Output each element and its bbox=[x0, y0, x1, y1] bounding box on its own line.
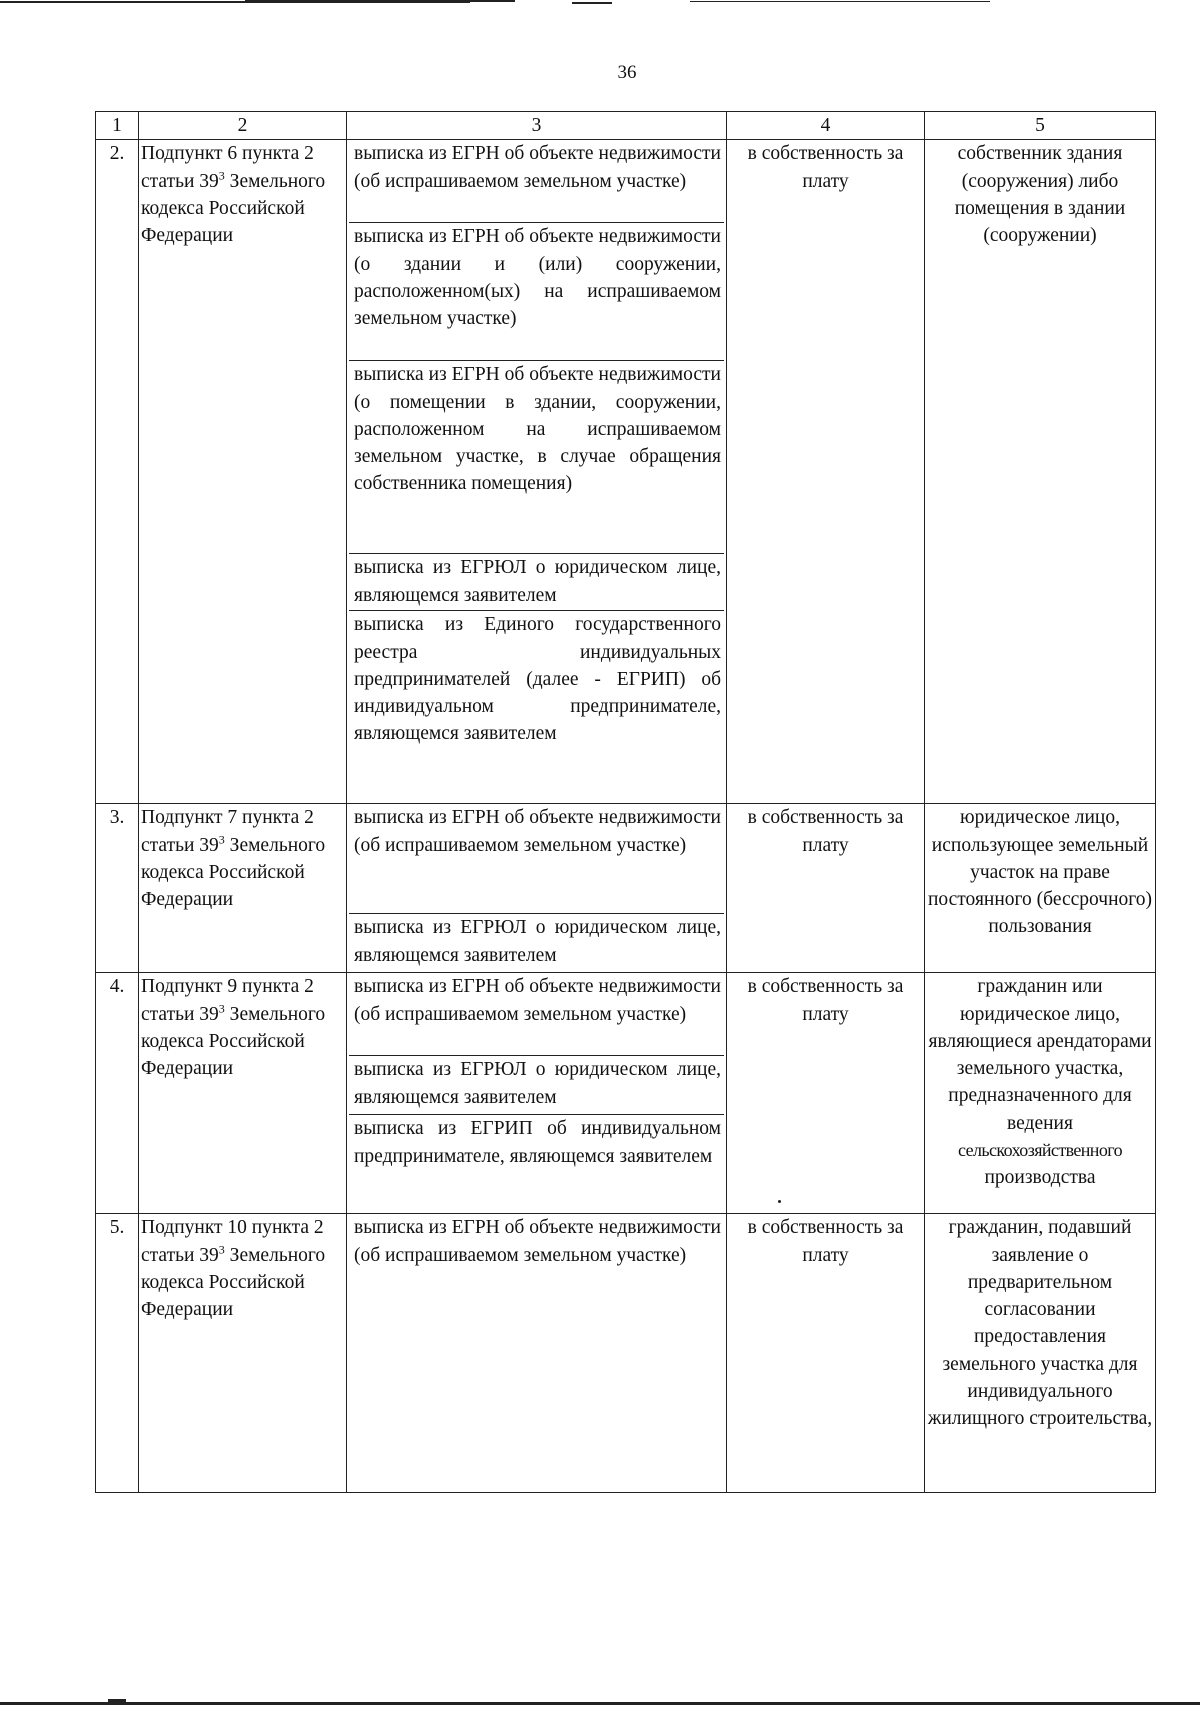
column-header-2: 2 bbox=[139, 112, 347, 140]
scan-edge-top-4 bbox=[690, 1, 990, 2]
document-item: выписка из ЕГРЮЛ о юридическом лице, являющемся заявителем bbox=[354, 917, 721, 966]
documents-cell bbox=[347, 1214, 727, 1493]
legal-basis-text-end: Земельного кодекса Российской Федерации bbox=[141, 1003, 326, 1080]
legal-basis bbox=[139, 140, 347, 804]
provision-type: в собственность за плату bbox=[727, 973, 925, 1214]
superscript: 3 bbox=[218, 832, 225, 847]
superscript: 3 bbox=[218, 1001, 225, 1016]
applicant-text-condensed: сельскохозяйственного bbox=[958, 1140, 1122, 1161]
document-item: выписка из ЕГРН об объекте недвижимости (об испрашиваемом земельном участке) bbox=[349, 140, 724, 223]
applicant: гражданин, подавший заявление о предварительном согласовании предоставления земельного участка для индивидуального жилищного строительства, bbox=[925, 1214, 1156, 1493]
legal-basis-text: Подпункт 10 пункта 2 статьи bbox=[141, 1217, 324, 1266]
document-item: выписка из ЕГРН об объекте недвижимости (об испрашиваемом земельном участке) bbox=[349, 804, 724, 914]
table-row-3 bbox=[96, 804, 1156, 973]
legal-basis bbox=[139, 973, 347, 1214]
document-item: выписка из ЕГРЮЛ о юридическом лице, являющемся заявителем bbox=[349, 554, 724, 611]
scan-speck bbox=[778, 1200, 781, 1203]
row-number: 5. bbox=[96, 1214, 139, 1493]
document-item: выписка из ЕГРИП об индивидуальном предпринимателе, являющемся заявителем bbox=[354, 1118, 721, 1167]
superscript: 3 bbox=[218, 168, 225, 183]
applicant: собственник здания (сооружения) либо помещения в здании (сооружении) bbox=[925, 140, 1156, 804]
table-header-row bbox=[96, 112, 1156, 140]
legal-basis bbox=[139, 1214, 347, 1493]
document-item: выписка из ЕГРЮЛ о юридическом лице, являющемся заявителем bbox=[349, 1056, 724, 1115]
applicant-text-end: производства bbox=[984, 1167, 1096, 1189]
legal-basis-text: Подпункт 7 пункта 2 статьи 39 bbox=[141, 807, 314, 856]
document-item: выписка из ЕГРН об объекте недвижимости (об испрашиваемом земельном участке) bbox=[349, 973, 724, 1056]
provision-type: в собственность за плату bbox=[727, 1214, 925, 1493]
legal-basis bbox=[139, 804, 347, 973]
legal-basis-number: 39 bbox=[199, 1244, 219, 1266]
column-header-4: 4 bbox=[727, 112, 925, 140]
column-header-1: 1 bbox=[96, 112, 139, 140]
document-table bbox=[95, 111, 1156, 1493]
document-item: выписка из ЕГРН об объекте недвижимости (о здании и (или) сооружении, расположенном(ых) на испрашиваемом земельном участке) bbox=[349, 223, 724, 361]
row-number: 2. bbox=[96, 140, 139, 804]
provision-type: в собственность за плату bbox=[727, 140, 925, 804]
applicant-text: гражданин или юридическое лицо, являющиеся арендаторами земельного участка, предназначенного для ведения bbox=[928, 976, 1152, 1134]
scan-edge-bottom bbox=[0, 1702, 1200, 1705]
applicant bbox=[925, 973, 1156, 1214]
superscript: 3 bbox=[218, 1242, 225, 1257]
table-row-2 bbox=[96, 140, 1156, 804]
table-row-4 bbox=[96, 973, 1156, 1214]
documents-cell bbox=[347, 973, 727, 1214]
applicant: юридическое лицо, использующее земельный участок на праве постоянного (бессрочного) пользования bbox=[925, 804, 1156, 973]
legal-basis-text: Подпункт 9 пункта 2 статьи 39 bbox=[141, 976, 314, 1025]
column-header-5: 5 bbox=[925, 112, 1156, 140]
document-item: выписка из ЕГРН об объекте недвижимости (об испрашиваемом земельном участке) bbox=[354, 1217, 721, 1266]
column-header-3: 3 bbox=[347, 112, 727, 140]
document-item: выписка из Единого государственного реестра индивидуальных предпринимателей (далее - ЕГРИП) об индивидуальном предпринимателе, являющемся заявителем bbox=[354, 614, 721, 745]
page-number: 36 bbox=[617, 62, 637, 83]
table-row-5 bbox=[96, 1214, 1156, 1493]
provision-type: в собственность за плату bbox=[727, 804, 925, 973]
legal-basis-text-end: Земельного кодекса Российской Федерации bbox=[141, 1244, 326, 1321]
scan-edge-bottom-mark bbox=[108, 1699, 126, 1705]
legal-basis-text: Подпункт 6 пункта 2 статьи 39 bbox=[141, 143, 314, 192]
row-number: 3. bbox=[96, 804, 139, 973]
documents-cell bbox=[347, 804, 727, 973]
scan-edge-top-2 bbox=[245, 0, 515, 2]
row-number: 4. bbox=[96, 973, 139, 1214]
legal-basis-text-end: Земельного кодекса Российской Федерации bbox=[141, 170, 326, 247]
documents-cell bbox=[347, 140, 727, 804]
document-item: выписка из ЕГРН об объекте недвижимости (о помещении в здании, сооружении, расположенном на испрашиваемом земельном участке, в случае обращения собственника помещения) bbox=[349, 361, 724, 554]
scan-edge-top-3 bbox=[572, 2, 612, 4]
legal-basis-text-end: Земельного кодекса Российской Федерации bbox=[141, 834, 326, 911]
